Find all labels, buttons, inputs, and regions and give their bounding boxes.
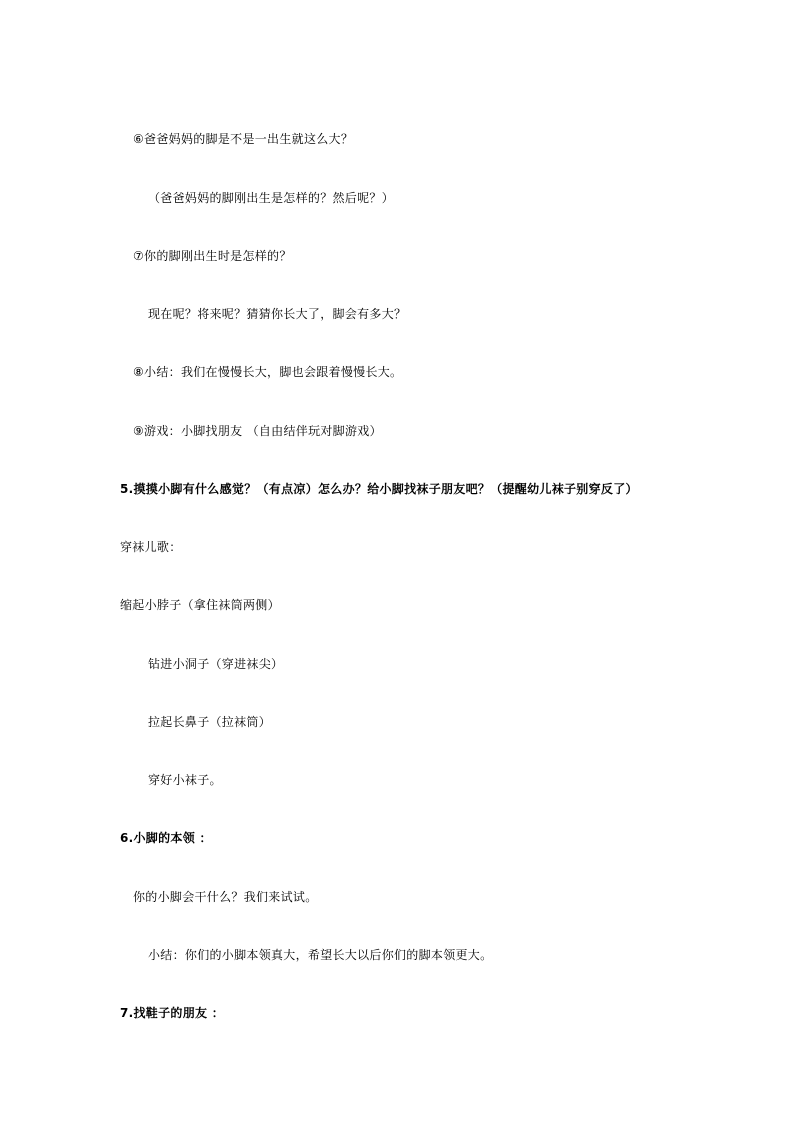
text-line-song-3: 拉起长鼻子（拉袜筒） <box>148 715 272 729</box>
text-line-song-4: 穿好小袜子。 <box>148 773 222 787</box>
text-line-summary-8: ⑧小结：我们在慢慢长大，脚也会跟着慢慢长大。 <box>133 365 403 379</box>
section-heading-5: 5.摸摸小脚有什么感觉？（有点凉）怎么办？给小脚找袜子朋友吧？（提醒幼儿袜子别穿反了） <box>120 482 638 496</box>
text-line-sock-song-title: 穿袜儿歌： <box>120 540 182 554</box>
text-line-q7-sub: 现在呢？将来呢？猜猜你长大了，脚会有多大？ <box>148 307 407 321</box>
text-line-q7: ⑦你的脚刚出生时是怎样的？ <box>133 249 292 263</box>
text-line-q-feet: 你的小脚会干什么？我们来试试。 <box>133 890 318 904</box>
text-line-q6-sub: （爸爸妈妈的脚刚出生是怎样的？然后呢？） <box>148 191 395 205</box>
text-line-summary-feet: 小结：你们的小脚本领真大，希望长大以后你们的脚本领更大。 <box>148 948 493 962</box>
section-heading-6: 6.小脚的本领 ： <box>120 831 212 845</box>
text-line-q6: ⑥爸爸妈妈的脚是不是一出生就这么大？ <box>133 132 354 146</box>
section-heading-7: 7.找鞋子的朋友 ： <box>120 1006 225 1020</box>
text-line-game-9: ⑨游戏：小脚找朋友 （自由结伴玩对脚游戏） <box>133 424 382 438</box>
text-line-song-1: 缩起小脖子（拿住袜筒两侧） <box>120 598 280 612</box>
text-line-song-2: 钻进小洞子（穿进袜尖） <box>148 657 284 671</box>
